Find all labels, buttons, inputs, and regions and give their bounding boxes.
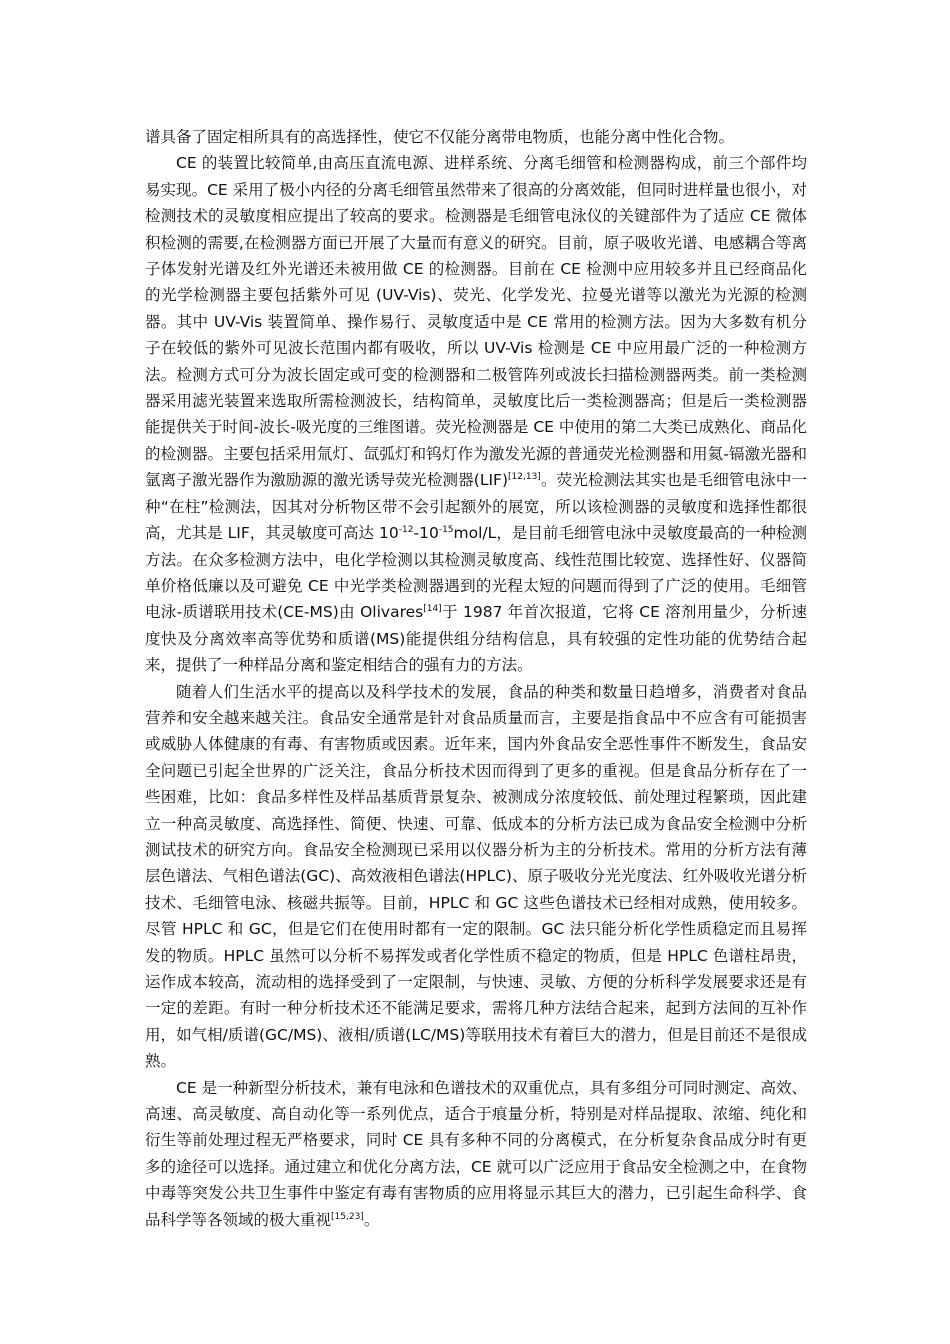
paragraph-4: [145, 1075, 807, 1233]
document-page: [145, 124, 807, 1233]
paragraph-2: [145, 150, 807, 678]
citation-superscript: [15,23]: [331, 1211, 364, 1222]
paragraph-text: CE 是一种新型分析技术，兼有电泳和色谱技术的双重优点，具有多组分可同时测定、高效、高速、高灵敏度、高自动化等一系列优点，适合于痕量分析，特别是对样品提取、浓缩、纯化和衍生等前处理过程无严格要求，同时 CE 具有多种不同的分离模式，在分析复杂食品成分时有更多的途径可以选择。通过建立和优化分离方法，CE 就可以广泛应用于食品安全检测之中，在食物中毒等突发公共卫生事件中鉴定有毒有害物质的应用将显示其巨大的潜力，已引起生命科学、食品科学等各领域的极大重视: [145, 1078, 807, 1229]
paragraph-text: 谱具备了固定相所具有的高选择性，使它不仅能分离带电物质，也能分离中性化合物。: [145, 128, 735, 146]
exponent-superscript: -15: [438, 525, 454, 536]
paragraph-text: mol/L，是目前毛细管电泳中灵敏度最高的一种检测方法。在众多检测方法中，电化学检测以其检测灵敏度高、线性范围比较宽、选择性好、仪器简单价格低廉以及可避免 CE 中光学类检测器遇到的光程太短的问题而得到了广泛的使用。毛细管电泳-质谱联用技术(CE-MS)由 Olivares: [145, 524, 808, 622]
exponent-superscript: -12: [398, 525, 414, 536]
paragraph-text: 于 1987 年首次报道，它将 CE 溶剂用量少，分析速度快及分离效率高等优势和质谱(MS)能提供组分结构信息，具有较强的定性功能的优势结合起来，提供了一种样品分离和鉴定相结合的强有力的方法。: [145, 603, 807, 675]
paragraph-text: 。荧光检测法其实也是毛细管电泳中一种“在柱”检测法，因其对分析物区带不会引起额外的展宽，所以该检测器的灵敏度和选择性都很高，尤其是 LIF，其灵敏度可高达 10: [145, 471, 807, 543]
paragraph-3: [145, 679, 807, 1075]
paragraph-1: [145, 124, 807, 150]
citation-superscript: [12,13]: [508, 472, 541, 483]
paragraph-text: -10: [413, 524, 439, 543]
paragraph-text: 随着人们生活水平的提高以及科学技术的发展，食品的种类和数量日趋增多，消费者对食品营养和安全越来越关注。食品安全通常是针对食品质量而言，主要是指食品中不应含有可能损害或威胁人体健康的有毒、有害物质或因素。近年来，国内外食品安全恶性事件不断发生，食品安全问题已引起全世界的广泛关注，食品分析技术因而得到了更多的重视。但是食品分析存在了一些困难，比如：食品多样性及样品基质背景复杂、被测成分浓度较低、前处理过程繁琐，因此建立一种高灵敏度、高选择性、简便、快速、可靠、低成本的分析方法已成为食品安全检测中分析测试技术的研究方向。食品安全检测现已采用以仪器分析为主的分析技术。常用的分析方法有薄层色谱法、气相色谱法(GC)、高效液相色谱法(HPLC)、原子吸收分光光度法、红外吸收光谱分析技术、毛细管电泳、核磁共振等。目前，HPLC 和 GC 这些色谱技术已经相对成熟，使用较多。尽管 HPLC 和 GC，但是它们在使用时都有一定的限制。GC 法只能分析化学性质稳定而且易挥发的物质。HPLC 虽然可以分析不易挥发或者化学性质不稳定的物质，但是 HPLC 色谱柱昂贵，运作成本较高，流动相的选择受到了一定限制，与快速、灵敏、方便的分析科学发展要求还是有一定的差距。有时一种分析技术还不能满足要求，需将几种方法结合起来，起到方法间的互补作用，如气相/质谱(GC/MS)、液相/质谱(LC/MS)等联用技术有着巨大的潜力，但是目前还不是很成熟。: [145, 682, 807, 1071]
paragraph-text: CE 的装置比较简单,由高压直流电源、进样系统、分离毛细管和检测器构成，前三个部件均易实现。CE 采用了极小内径的分离毛细管虽然带来了很高的分离效能，但同时进样量也很小，对检测技术的灵敏度相应提出了较高的要求。检测器是毛细管电泳仪的关键部件为了适应 CE 微体积检测的需要,在检测器方面已开展了大量而有意义的研究。目前，原子吸收光谱、电感耦合等离子体发射光谱及红外光谱还未被用做 CE 的检测器。目前在 CE 检测中应用较多并且已经商品化的光学检测器主要包括紫外可见 (UV-Vis)、荧光、化学发光、拉曼光谱等以激光为光源的检测器。其中 UV-Vis 装置简单、操作易行、灵敏度适中是 CE 常用的检测方法。因为大多数有机分子在较低的紫外可见波长范围内都有吸收，所以 UV-Vis 检测是 CE 中应用最广泛的一种检测方法。检测方式可分为波长固定或可变的检测器和二极管阵列或波长扫描检测器两类。前一类检测器采用滤光装置来选取所需检测波长，结构简单，灵敏度比后一类检测器高；但是后一类检测器能提供关于时间-波长-吸光度的三维图谱。荧光检测器是 CE 中使用的第二大类已成熟化、商品化的检测器。主要包括采用氚灯、氙弧灯和钨灯作为激发光源的普通荧光检测器和用氦-镉激光器和氩离子激光器作为激励源的激光诱导荧光检测器(LIF): [145, 154, 807, 490]
paragraph-text: 。: [363, 1210, 380, 1229]
citation-superscript: [14]: [423, 604, 442, 615]
